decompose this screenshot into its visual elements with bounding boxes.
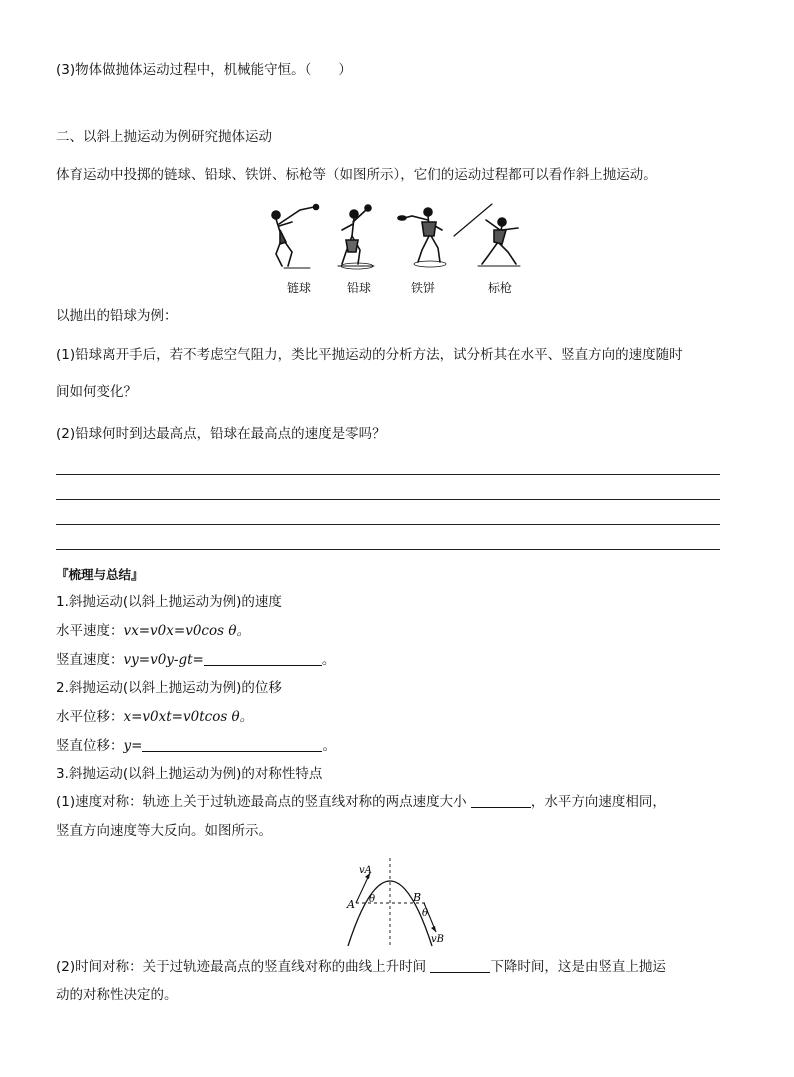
vertical-displacement-end: 。 bbox=[322, 738, 336, 754]
question-1-line-2: 间如何变化？ bbox=[56, 384, 137, 400]
vertical-displacement-label: 竖直位移： bbox=[56, 738, 124, 754]
velocity-symmetry-blank[interactable] bbox=[471, 793, 531, 808]
vertical-velocity-label: 竖直速度： bbox=[56, 652, 124, 668]
label-vb: vB bbox=[431, 934, 444, 945]
label-a: A bbox=[347, 898, 355, 911]
velocity-symmetry-text-2: ，水平方向速度相同， bbox=[530, 794, 666, 810]
label-theta-b: θ bbox=[422, 908, 429, 919]
figure-label-shot-put: 铅球 bbox=[347, 281, 372, 295]
vertical-displacement bbox=[56, 737, 336, 755]
figure-label-javelin: 标枪 bbox=[488, 281, 513, 295]
horizontal-displacement-label: 水平位移： bbox=[56, 709, 124, 725]
answer-line bbox=[56, 499, 720, 500]
velocity-symmetry-line-2: 竖直方向速度等大反向。如图所示。 bbox=[56, 823, 272, 839]
vertical-velocity-end: 。 bbox=[321, 652, 336, 668]
vertical-displacement-formula: y= bbox=[123, 738, 143, 754]
section-title: 二、以斜上抛运动为例研究抛体运动 bbox=[56, 129, 272, 145]
horizontal-displacement bbox=[56, 708, 253, 726]
answer-line bbox=[56, 549, 720, 550]
summary-3-title: 3.斜抛运动(以斜上抛运动为例)的对称性特点 bbox=[56, 766, 323, 782]
label-b: B bbox=[413, 891, 422, 904]
vertical-velocity bbox=[56, 651, 335, 669]
hammer-thrower-image bbox=[272, 205, 319, 269]
label-theta-a: θ bbox=[369, 894, 376, 905]
figure-label-discus: 铁饼 bbox=[411, 281, 436, 295]
time-symmetry-text-2: 下降时间，这是由竖直上抛运 bbox=[490, 959, 666, 975]
athletes-figure bbox=[262, 200, 532, 272]
intro-paragraph: 体育运动中投掷的链球、铅球、铁饼、标枪等（如图所示），它们的运动过程都可以看作斜上抛运动。 bbox=[56, 167, 657, 183]
answer-line bbox=[56, 474, 720, 475]
question-1-line-1: (1)铅球离开手后，若不考虑空气阻力，类比平抛运动的分析方法，试分析其在水平、竖直方向的速度随时 bbox=[56, 347, 683, 363]
trajectory-diagram bbox=[340, 856, 450, 948]
time-symmetry-blank[interactable] bbox=[430, 958, 490, 973]
summary-heading: 『梳理与总结』 bbox=[56, 567, 144, 582]
answer-line bbox=[56, 524, 720, 525]
summary-1-title: 1.斜抛运动(以斜上抛运动为例)的速度 bbox=[56, 594, 282, 610]
time-symmetry-text: (2)时间对称：关于过轨迹最高点的竖直线对称的曲线上升时间 bbox=[56, 959, 427, 975]
horizontal-velocity bbox=[56, 622, 250, 640]
label-va: vA bbox=[359, 865, 372, 876]
horizontal-velocity-label: 水平速度： bbox=[56, 623, 124, 639]
question-2: (2)铅球何时到达最高点，铅球在最高点的速度是零吗？ bbox=[56, 426, 386, 442]
javelin-thrower-image bbox=[454, 204, 520, 266]
vertical-velocity-formula: vy=v0y-gt= bbox=[123, 652, 204, 668]
time-symmetry-line-1 bbox=[56, 958, 666, 976]
time-symmetry-line-2: 动的对称性决定的。 bbox=[56, 987, 178, 1003]
shot-putter-image bbox=[338, 205, 374, 269]
horizontal-velocity-formula: vx=v0x=v0cos θ。 bbox=[123, 623, 250, 639]
discus-thrower-image bbox=[398, 208, 446, 267]
velocity-symmetry-line-1 bbox=[56, 793, 666, 811]
velocity-symmetry-text: (1)速度对称：轨迹上关于过轨迹最高点的竖直线对称的两点速度大小 bbox=[56, 794, 467, 810]
vertical-velocity-blank[interactable] bbox=[204, 651, 322, 666]
summary-2-title: 2.斜抛运动(以斜上抛运动为例)的位移 bbox=[56, 680, 282, 696]
example-lead: 以抛出的铅球为例： bbox=[56, 308, 178, 324]
question-3: (3)物体做抛体运动过程中，机械能守恒。（ ） bbox=[56, 62, 352, 78]
figure-label-hammer: 链球 bbox=[287, 281, 312, 295]
vertical-displacement-blank[interactable] bbox=[142, 737, 322, 752]
horizontal-displacement-formula: x=v0xt=v0tcos θ。 bbox=[123, 709, 254, 725]
